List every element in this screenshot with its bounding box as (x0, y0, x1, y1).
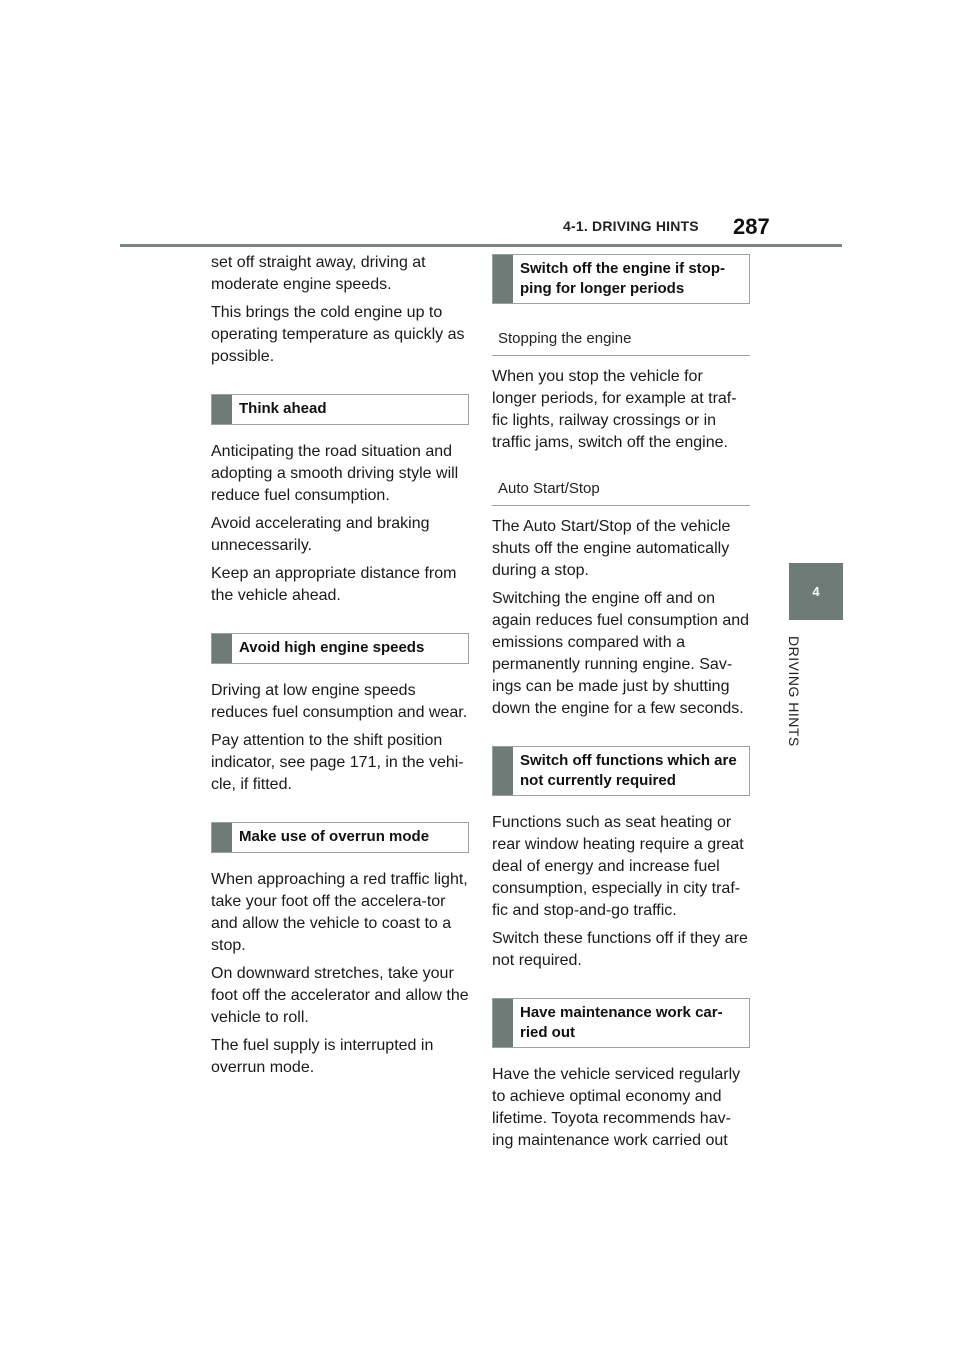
body-paragraph: Functions such as seat heating or rear window heating require a great deal of energy and increase fuel consumption, especially in city traf-fic and stop-and-go traffic. (492, 814, 744, 919)
body-paragraph: Pay attention to the shift position indicator, see page 171, in the vehi-cle, if fitted. (211, 732, 464, 793)
section-heading-switch-off-engine (492, 254, 750, 304)
heading-text: Switch off functions which are not currently required (520, 752, 737, 789)
section-heading-switch-off-functions (492, 746, 750, 796)
body-paragraph: Switch these functions off if they are not required. (492, 930, 748, 969)
chapter-tab-number: 4 (812, 584, 820, 599)
section-heading-avoid-high-engine-speeds (211, 633, 469, 664)
body-paragraph: Have the vehicle serviced regularly to achieve optimal economy and lifetime. Toyota recommends hav-ing maintenance work carried out (492, 1066, 741, 1149)
intro-paragraph: set off straight away, driving at moderate engine speeds. (211, 254, 426, 293)
chapter-side-label: DRIVING HINTS (786, 636, 802, 747)
heading-marker (212, 395, 232, 424)
section-heading-maintenance (492, 998, 750, 1048)
header-divider (120, 244, 842, 247)
body-paragraph: The Auto Start/Stop of the vehicle shuts off the engine automatically during a stop. (492, 518, 731, 579)
subheading-auto-start-stop: Auto Start/Stop (492, 474, 750, 506)
heading-text: Avoid high engine speeds (239, 639, 425, 656)
body-paragraph: Driving at low engine speeds reduces fuel consumption and wear. (211, 682, 468, 721)
heading-marker (493, 255, 513, 303)
section-heading-think-ahead (211, 394, 469, 425)
heading-marker (212, 634, 232, 663)
heading-marker (493, 999, 513, 1047)
body-paragraph: The fuel supply is interrupted in overrun mode. (211, 1037, 434, 1076)
right-column (492, 254, 750, 1158)
body-paragraph: Switching the engine off and on again reduces fuel consumption and emissions compared with a permanently running engine. Sav-ings can be made just by shutting down the engine for a few seconds. (492, 590, 750, 717)
page-number: 287 (733, 214, 770, 239)
body-paragraph: When approaching a red traffic light, take your foot off the accelera-tor and allow the vehicle to coast to a stop. (211, 871, 468, 954)
subheading-stopping-the-engine: Stopping the engine (492, 324, 750, 356)
heading-text: Switch off the engine if stop-ping for longer periods (520, 260, 725, 297)
body-paragraph: Avoid accelerating and braking unnecessarily. (211, 515, 430, 554)
intro-paragraph: This brings the cold engine up to operating temperature as quickly as possible. (211, 304, 465, 365)
left-column (211, 252, 469, 1085)
heading-text: Have maintenance work car-ried out (520, 1004, 723, 1041)
body-paragraph: Anticipating the road situation and adopting a smooth driving style will reduce fuel consumption. (211, 443, 459, 504)
chapter-tab (789, 563, 843, 620)
body-paragraph: Keep an appropriate distance from the vehicle ahead. (211, 565, 457, 604)
heading-text: Make use of overrun mode (239, 828, 430, 845)
chapter-title: 4-1. DRIVING HINTS (563, 218, 699, 234)
heading-text: Think ahead (239, 400, 327, 417)
heading-marker (493, 747, 513, 795)
section-heading-overrun-mode (211, 822, 469, 853)
body-paragraph: On downward stretches, take your foot off the accelerator and allow the vehicle to roll. (211, 965, 469, 1026)
heading-marker (212, 823, 232, 852)
body-paragraph: When you stop the vehicle for longer periods, for example at traf-fic lights, railway crossings or in traffic jams, switch off the engine. (492, 368, 737, 451)
